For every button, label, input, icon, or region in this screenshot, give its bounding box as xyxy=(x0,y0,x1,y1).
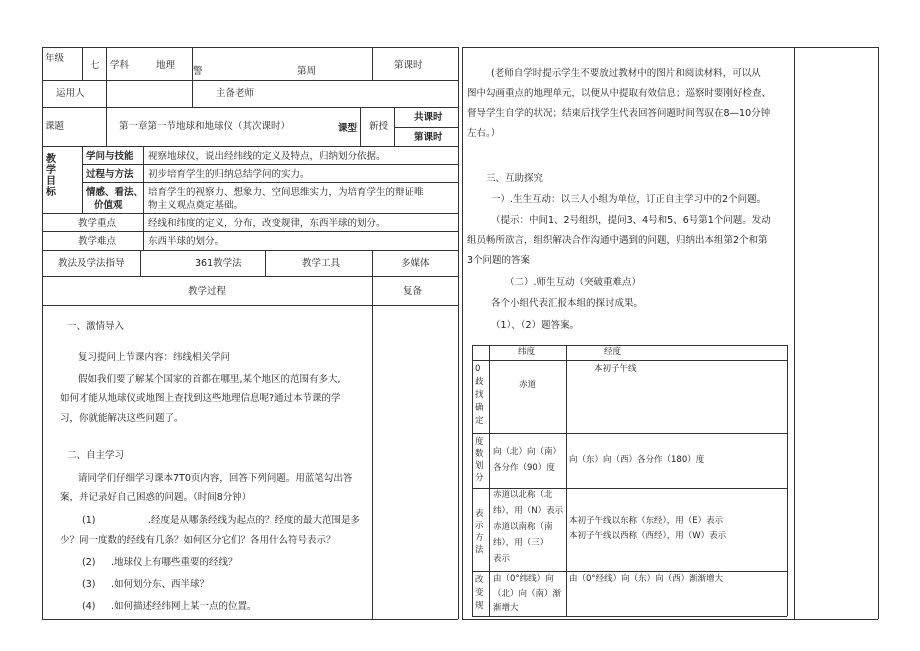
table-header-longitude: 经度 xyxy=(604,347,622,357)
difficulty-label: 教学难点 xyxy=(78,236,117,247)
review-label: 复备 xyxy=(403,286,423,297)
row1-label: 0 歧找确定 xyxy=(475,364,484,426)
section3-report: 各个小组代表汇报本组的探讨成果。 xyxy=(491,298,644,309)
row2-latitude-line2: 各分作（90）度 xyxy=(493,463,555,473)
process-label: 教学过程 xyxy=(188,286,227,297)
section1-para1: 复习提问上节课内容：纬线相关学问 xyxy=(78,352,231,363)
section1-para2-line3: 习，你就能解决这些问题了。 xyxy=(60,413,184,424)
lesson-type-label: 课型 xyxy=(338,123,358,134)
goal-dim-process: 过程与方法 xyxy=(86,169,134,180)
teacher-note-line1: (老师自学时提示学生不要放过教材中的图片和阅读材料，可以从 xyxy=(491,68,761,79)
period-label: 第课时 xyxy=(394,60,423,71)
topic-value: 第一章第一节地球和地球仪（其次课时） xyxy=(119,121,291,132)
section2-para-line1: 请同学们仔细学习课本7T0页内容，回答下列问题。用蓝笔勾出答 xyxy=(78,473,353,484)
tools-value: 多媒体 xyxy=(401,258,430,269)
goal-dim-attitude-line2: 价值观 xyxy=(94,200,123,211)
section2-para-line2: 案，并记录好自己困惑的问题。（时间8分钟） xyxy=(60,492,252,503)
row2-longitude: 向（东）向（西）各分作（180）度 xyxy=(569,455,705,465)
section3-teacher-interaction: （二）.师生互动（突破重难点） xyxy=(505,277,642,288)
row3-latitude-line4: 纬），用（三） xyxy=(493,538,549,548)
section2-title: 二、自主学习 xyxy=(67,450,125,461)
row4-latitude-line1: 由（0°纬线）向 xyxy=(493,574,554,584)
section3-answers-label: （1）、（2）题答案。 xyxy=(491,320,580,331)
question2-number: (2) xyxy=(82,557,96,568)
row3-longitude-line2: 本初子午线以西称（西经），用（W）表示 xyxy=(569,531,727,541)
row3-latitude-line2: 纬），用（N）表示 xyxy=(493,506,564,516)
total-periods-label: 共课时 xyxy=(414,112,443,123)
section1-para2-line2: 如何才能从地球仪或地图上查找到这些地理信息呢?通过本节课的学 xyxy=(60,393,341,404)
section3-title: 三、互助探究 xyxy=(486,173,544,184)
section3-hint-line2: 组员畅所欲言，组织解决合作沟通中遇到的问题，归纳出本组第2个和第 xyxy=(467,235,768,246)
question1-number: (1) xyxy=(82,515,96,526)
subject-value: 地理 xyxy=(156,60,176,71)
teacher-note-line3: 督导学生自学的状况；结束后找学生代表回答问题时间驾驭在8—10分钟 xyxy=(467,108,771,119)
question4-number: (4) xyxy=(82,601,96,612)
question1-line1: .经度是从哪条经线为起点的？经度的最大范围是多 xyxy=(148,515,361,526)
difficulty-text: 东西半球的划分。 xyxy=(148,236,225,247)
teacher-note-line2: 图中勾画重点的地理单元，以便从中提取有效信息；巡察时要刚好检查、 xyxy=(467,88,772,99)
section3-hint-line3: 3个问题的答案 xyxy=(467,255,531,266)
user-label: 运用人 xyxy=(56,88,85,99)
row2-latitude-line1: 向（北）向（南） xyxy=(493,447,562,457)
row4-longitude: 由（0°经线）向（东）向（西）渐渐增大 xyxy=(569,574,724,584)
row3-longitude-line1: 本初子午线以东称（东经），用（E）表示 xyxy=(569,516,724,526)
goal-dim-attitude-line1: 情感、看法、 xyxy=(86,187,144,198)
key-point-label: 教学重点 xyxy=(78,218,117,229)
question2-text: .地球仪上有哪些重要的经线？ xyxy=(111,557,238,568)
row3-latitude-line1: 赤道以北称（北 xyxy=(493,490,553,500)
section1-para2-line1: 假如我们要了解某个国家的首都在哪里,某个地区的范围有多大, xyxy=(78,374,341,385)
mark-text: 警 xyxy=(193,66,203,77)
current-period-label: 第课时 xyxy=(414,132,443,143)
grade-value: 七 xyxy=(90,60,100,71)
question3-text: .如何划分东、西半球？ xyxy=(111,579,210,590)
method-value: 361教学法 xyxy=(195,258,242,269)
row3-latitude-line5: 表示 xyxy=(493,554,511,564)
question3-number: (3) xyxy=(82,579,96,590)
row2-label: 度数划分 xyxy=(475,437,484,483)
lesson-type-value: 新授 xyxy=(369,121,389,132)
topic-label: 课题 xyxy=(45,121,65,132)
row4-latitude-line3: 渐增大 xyxy=(493,603,519,613)
row3-label: 表示方法 xyxy=(475,509,484,555)
teaching-goals-label: 教学目标 xyxy=(46,154,56,198)
row4-label: 改变规 xyxy=(475,575,484,611)
tools-label: 教学工具 xyxy=(302,258,341,269)
row3-latitude-line3: 赤道以南称（南 xyxy=(493,522,553,532)
method-label: 教法及学法指导 xyxy=(58,258,125,269)
goal-text-process: 初步培育学生的归纳总结学问的实力。 xyxy=(148,169,310,180)
week-label: 第周 xyxy=(297,66,317,77)
goal-text-attitude-line1: 培育学生的视察力、想象力、空间思维实力，为培育学生的辩证唯 xyxy=(148,187,424,198)
table-header-latitude: 纬度 xyxy=(518,347,536,357)
row1-latitude: 赤道 xyxy=(519,380,537,390)
subject-label: 学科 xyxy=(110,60,130,71)
lead-teacher-label: 主备老师 xyxy=(216,88,255,99)
teacher-note-line4: 左右。） xyxy=(467,128,501,139)
goal-dim-knowledge: 学问与技能 xyxy=(86,151,134,162)
section3-peer-interaction: 一）.生生互动：以三人小组为单位，订正自主学习中的2个问题。 xyxy=(491,194,767,205)
section1-title: 一、激情导入 xyxy=(67,321,125,332)
question1-line2: 少？同一度数的经线有几条？如何区分它们？各用什么符号表示？ xyxy=(60,535,336,546)
section3-hint-line1: （提示：中间1、2号组织，提问3、4号和5、6号第1个问题。发动 xyxy=(491,215,771,226)
row4-latitude-line2: （北）向（南）渐 xyxy=(493,589,562,599)
goal-text-knowledge: 视察地球仪，说出经纬线的定义及特点，归纳划分依据。 xyxy=(148,151,386,162)
question4-text: .如何描述经纬网上某一点的位置。 xyxy=(111,601,257,612)
row1-longitude: 本初子午线 xyxy=(594,364,637,374)
grade-label: 年级 xyxy=(45,53,65,64)
goal-text-attitude-line2: 物主义观点奠定基础。 xyxy=(148,200,244,211)
key-point-text: 经线和纬度的定义，分布，改变规律，东西半球的划分。 xyxy=(148,218,386,229)
